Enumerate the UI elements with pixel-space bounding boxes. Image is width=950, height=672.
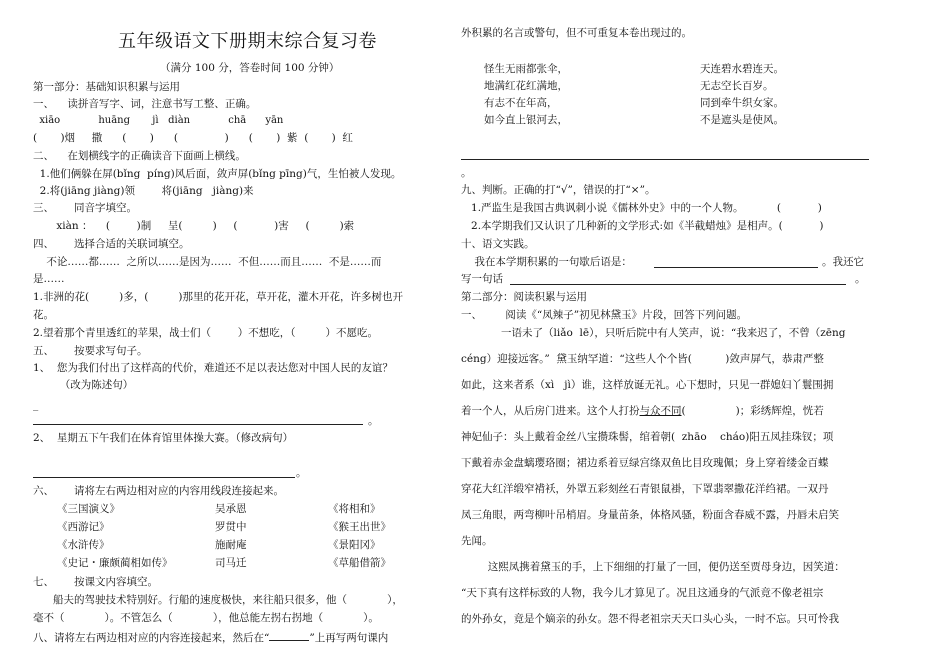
q6-lesson-2[interactable]: 《猴王出世》 xyxy=(328,521,391,533)
passage-line-2-blank: ( )敛声屏气，恭肃严整 xyxy=(687,353,824,365)
q1-pinyin: xiāo huāng jì diàn chā yān xyxy=(33,115,284,126)
q8-heading xyxy=(33,631,388,644)
passage-line-5: 神妃仙子：头上戴着金丝八宝攒珠髻，绾着朝( zhāo cháo)阳五凤挂珠钗；项 xyxy=(461,431,834,443)
q10-sentence-blank[interactable] xyxy=(510,284,846,285)
q8-answer-period: 。 xyxy=(461,167,472,179)
pair-right-3[interactable]: 同到牵牛织女家。 xyxy=(700,97,784,109)
q6-author-1[interactable]: 吴承恩 xyxy=(215,503,247,515)
q6-book-2[interactable]: 《西游记》 xyxy=(57,521,110,533)
passage-line-4-end: ( )；彩绣辉煌，恍若 xyxy=(681,405,824,417)
pair-right-2[interactable]: 无志空长百岁。 xyxy=(700,80,774,92)
q6-author-2[interactable]: 罗贯中 xyxy=(215,521,247,533)
pair-right-4[interactable]: 不是遮头是使风。 xyxy=(700,114,784,126)
q6-book-3[interactable]: 《水浒传》 xyxy=(57,539,110,551)
passage-underlined-phrase: 与众不同 xyxy=(639,405,682,417)
exam-subtitle: （满分 100 分，答卷时间 100 分钟） xyxy=(160,62,340,74)
q4-word-bank-cont: 是…… xyxy=(33,273,65,285)
q4-item-1-cont: 花。 xyxy=(33,309,54,321)
q4-heading: 四、 选择合适的关联词填空。 xyxy=(33,238,190,250)
q6-author-4[interactable]: 司马迁 xyxy=(215,557,247,569)
q7-line-2: 毫不（ ）。不管怎么（ ），他总能左拐右拐地（ ）。 xyxy=(33,612,379,624)
q5-item-1-instruction: （改为陈述句） xyxy=(33,379,134,391)
q9-item-2: 2.本学期我们又认识了几种新的文学形式:如《半截蜡烛》是相声。( ) xyxy=(461,220,824,232)
q10-proverb-blank[interactable] xyxy=(654,267,818,268)
q5-answer-period-2: 。 xyxy=(296,467,307,479)
q2-item-2: 2.将(jiāng jiàng)领 将(jiāng jiàng)来 xyxy=(33,185,254,197)
q10-line-1-label: 我在本学期积累的一句歇后语是： xyxy=(461,256,632,268)
pair-left-2[interactable]: 地满红花红满地， xyxy=(484,80,568,92)
q5-answer-line-1[interactable] xyxy=(33,424,363,425)
q6-book-1[interactable]: 《三国演义》 xyxy=(57,503,120,515)
q5-heading: 五、 按要求写句子。 xyxy=(33,345,148,357)
exam-title: 五年级语文下册期末综合复习卷 xyxy=(118,31,377,52)
q2-heading: 二、 在划横线字的正确读音下面画上横线。 xyxy=(33,150,246,162)
q3-heading: 三、 同音字填空。 xyxy=(33,202,138,214)
passage-line-2 xyxy=(461,354,824,365)
q8-heading-end: ”上再写两句课内 xyxy=(309,632,389,644)
pair-left-4[interactable]: 如今直上银河去， xyxy=(484,114,568,126)
pair-left-3[interactable]: 有志不在年高， xyxy=(484,97,558,109)
q5-item-2: 2、 星期五下午我们在体育馆里体操大赛。（修改病句） xyxy=(33,432,294,444)
passage-line-7: 穿花大红洋缎窄褙袄，外罩五彩刻丝石青银鼠褂，下罩翡翠撒花洋绉裙。一双丹 xyxy=(461,483,829,495)
pair-right-1[interactable]: 天连碧水碧连天。 xyxy=(700,63,784,75)
passage-line-3: 如此，这来者系（xì jì）谁，这样放诞无礼。心下想时，只见一群媳妇丫鬟围拥 xyxy=(461,379,834,391)
passage-line-11: “天下真有这样标致的人物，我今儿才算见了。况且这通身的气派竟不像老祖宗 xyxy=(461,587,824,599)
q6-lesson-4[interactable]: 《草船借箭》 xyxy=(328,557,391,569)
q8-heading-start: 八、请将左右两边相对应的内容连接起来，然后在“ xyxy=(33,632,270,644)
passage-line-4-text: 着一个人，从后房门进来。这个人打扮 xyxy=(461,405,640,417)
q7-heading: 七、 按课文内容填空。 xyxy=(33,576,159,588)
q10-heading: 十、语文实践。 xyxy=(461,238,535,250)
pair-left-1[interactable]: 怪生无雨都张伞， xyxy=(484,63,568,75)
part1-heading: 第一部分：基础知识积累与运用 xyxy=(33,81,180,93)
passage-line-9: 先闻。 xyxy=(461,535,493,547)
q6-lesson-1[interactable]: 《将相和》 xyxy=(328,503,381,515)
q4-item-1: 1.非洲的花( )多，( )那里的花开花，草开花，灌木开花，许多树也开 xyxy=(33,291,403,303)
q1-heading: 一、 读拼音写字、词，注意书写工整、正确。 xyxy=(33,98,257,110)
q2-item-1: 1.他们俩躲在屏(bǐng píng)风后面，敛声屏(bǐng pīng)气，生怕被人发现。 xyxy=(33,168,402,180)
q9-item-1: 1.严监生是我国古典讽刺小说《儒林外史》中的一个人物。 ( ) xyxy=(461,202,822,214)
reading-heading: 一、 阅读《“凤辣子”初见林黛玉》片段，回答下列问题。 xyxy=(461,309,748,321)
q4-item-2: 2.望着那个青里透红的苹果，战士们（ ）不想吃，（ ）不愿吃。 xyxy=(33,327,379,339)
passage-line-6: 下戴着赤金盘螭璎珞圈；裙边系着豆绿宫绦双鱼比目玫瑰佩；身上穿着缕金百蝶 xyxy=(461,457,829,469)
q6-lesson-3[interactable]: 《景阳冈》 xyxy=(328,539,381,551)
q7-line-1: 船夫的驾驶技术特别好。行船的速度极快，来往船只很多，他（ ）， xyxy=(33,594,403,606)
passage-line-12: 的外孙女，竟是个嫡亲的孙女。怨不得老祖宗天天口头心头，一时不忘。只可怜我 xyxy=(461,613,839,625)
q10-line-2-end: 。 xyxy=(855,273,866,285)
q6-heading: 六、 请将左右两边相对应的内容用线段连接起来。 xyxy=(33,485,285,497)
part2-heading: 第二部分：阅读积累与运用 xyxy=(461,291,587,303)
q5-answer-period-1: 。 xyxy=(368,415,379,427)
passage-line-8: 凤三角眼，两弯柳叶吊梢眉。身量苗条，体格风骚，粉面含春威不露，丹唇未启笑 xyxy=(461,509,839,521)
q4-word-bank: 不论……都…… 之所以……是因为…… 不但……而且…… 不是……而 xyxy=(33,256,382,268)
q3-blanks: xiàn ： ( )制 呈( ) ( )害 ( )索 xyxy=(33,220,355,232)
passage-line-10: 这熙凤携着黛玉的手，上下细细的打量了一回，便仍送至贾母身边，因笑道： xyxy=(461,561,845,573)
passage-line-4 xyxy=(461,406,824,417)
q5-item-1: 1、 您为我们付出了这样高的代价，难道还不足以表达您对中国人民的友谊？ xyxy=(33,362,393,374)
passage-line-2-text: céng）迎接远客。” 黛玉纳罕道：“这些人个个皆 xyxy=(461,353,688,365)
q10-line-1-end: 。我还它 xyxy=(822,256,864,268)
q6-author-3[interactable]: 施耐庵 xyxy=(215,539,247,551)
q8-blank[interactable] xyxy=(269,631,309,641)
q9-heading: 九、判断。正确的打“√”，错误的打“×”。 xyxy=(461,184,656,196)
q8-answer-line[interactable] xyxy=(461,159,869,160)
passage-line-1: 一语未了（liǎo lē），只听后院中有人笑声，说：“我来迟了，不曾（zēng xyxy=(461,327,846,339)
q10-line-2-label: 写一句话 xyxy=(461,273,503,285)
q1-blanks: ( )烟 撒 ( ) ( ) ( ) 紫 ( ) 红 xyxy=(33,132,353,144)
q8-continuation: 外积累的名言或警句，但不可重复本卷出现过的。 xyxy=(461,27,692,39)
q6-book-4[interactable]: 《史记・廉颇蔺相如传》 xyxy=(57,557,173,569)
q5-answer-line-2[interactable] xyxy=(33,477,295,478)
q5-answer-dash: _ xyxy=(33,399,39,411)
